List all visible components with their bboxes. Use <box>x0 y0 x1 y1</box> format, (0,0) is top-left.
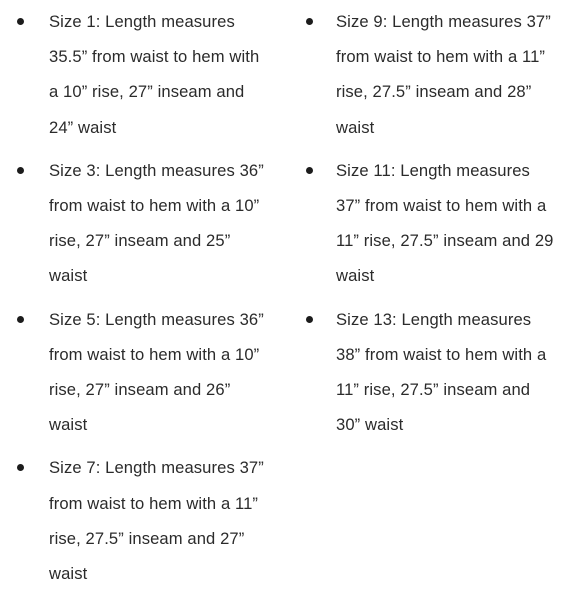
size-description: Size 5: Length measures 36” from waist to hem with a 10” rise, 27” inseam and 26” waist <box>49 309 264 435</box>
size-description: Size 7: Length measures 37” from waist to hem with a 11” rise, 27.5” inseam and 27” waist <box>49 458 264 584</box>
list-item <box>0 450 290 591</box>
bullet-icon <box>17 316 24 323</box>
bullet-icon <box>306 167 313 174</box>
list-item <box>288 302 580 443</box>
size-description: Size 13: Length measures 38” from waist to hem with a 11” rise, 27.5” inseam and 30” waist <box>336 309 547 435</box>
list-item <box>288 4 580 145</box>
size-description: Size 9: Length measures 37” from waist to hem with a 11” rise, 27.5” inseam and 28” waist <box>336 12 551 137</box>
size-description: Size 3: Length measures 36” from waist to hem with a 10” rise, 27” inseam and 25” waist <box>49 160 264 286</box>
list-item <box>0 302 290 443</box>
bullet-icon <box>306 316 313 323</box>
list-item <box>288 153 580 294</box>
bullet-icon <box>17 18 24 25</box>
size-list-right-column <box>288 4 580 450</box>
size-description: Size 1: Length measures 35.5” from waist to hem with a 10” rise, 27” inseam and 24” waist <box>49 12 260 137</box>
size-list-left-column <box>0 4 290 599</box>
list-item <box>0 4 290 145</box>
list-item <box>0 153 290 294</box>
bullet-icon <box>17 167 24 174</box>
bullet-icon <box>17 464 24 471</box>
size-description: Size 11: Length measures 37” from waist to hem with a 11” rise, 27.5” inseam and 29 waist <box>336 160 554 286</box>
bullet-icon <box>306 18 313 25</box>
